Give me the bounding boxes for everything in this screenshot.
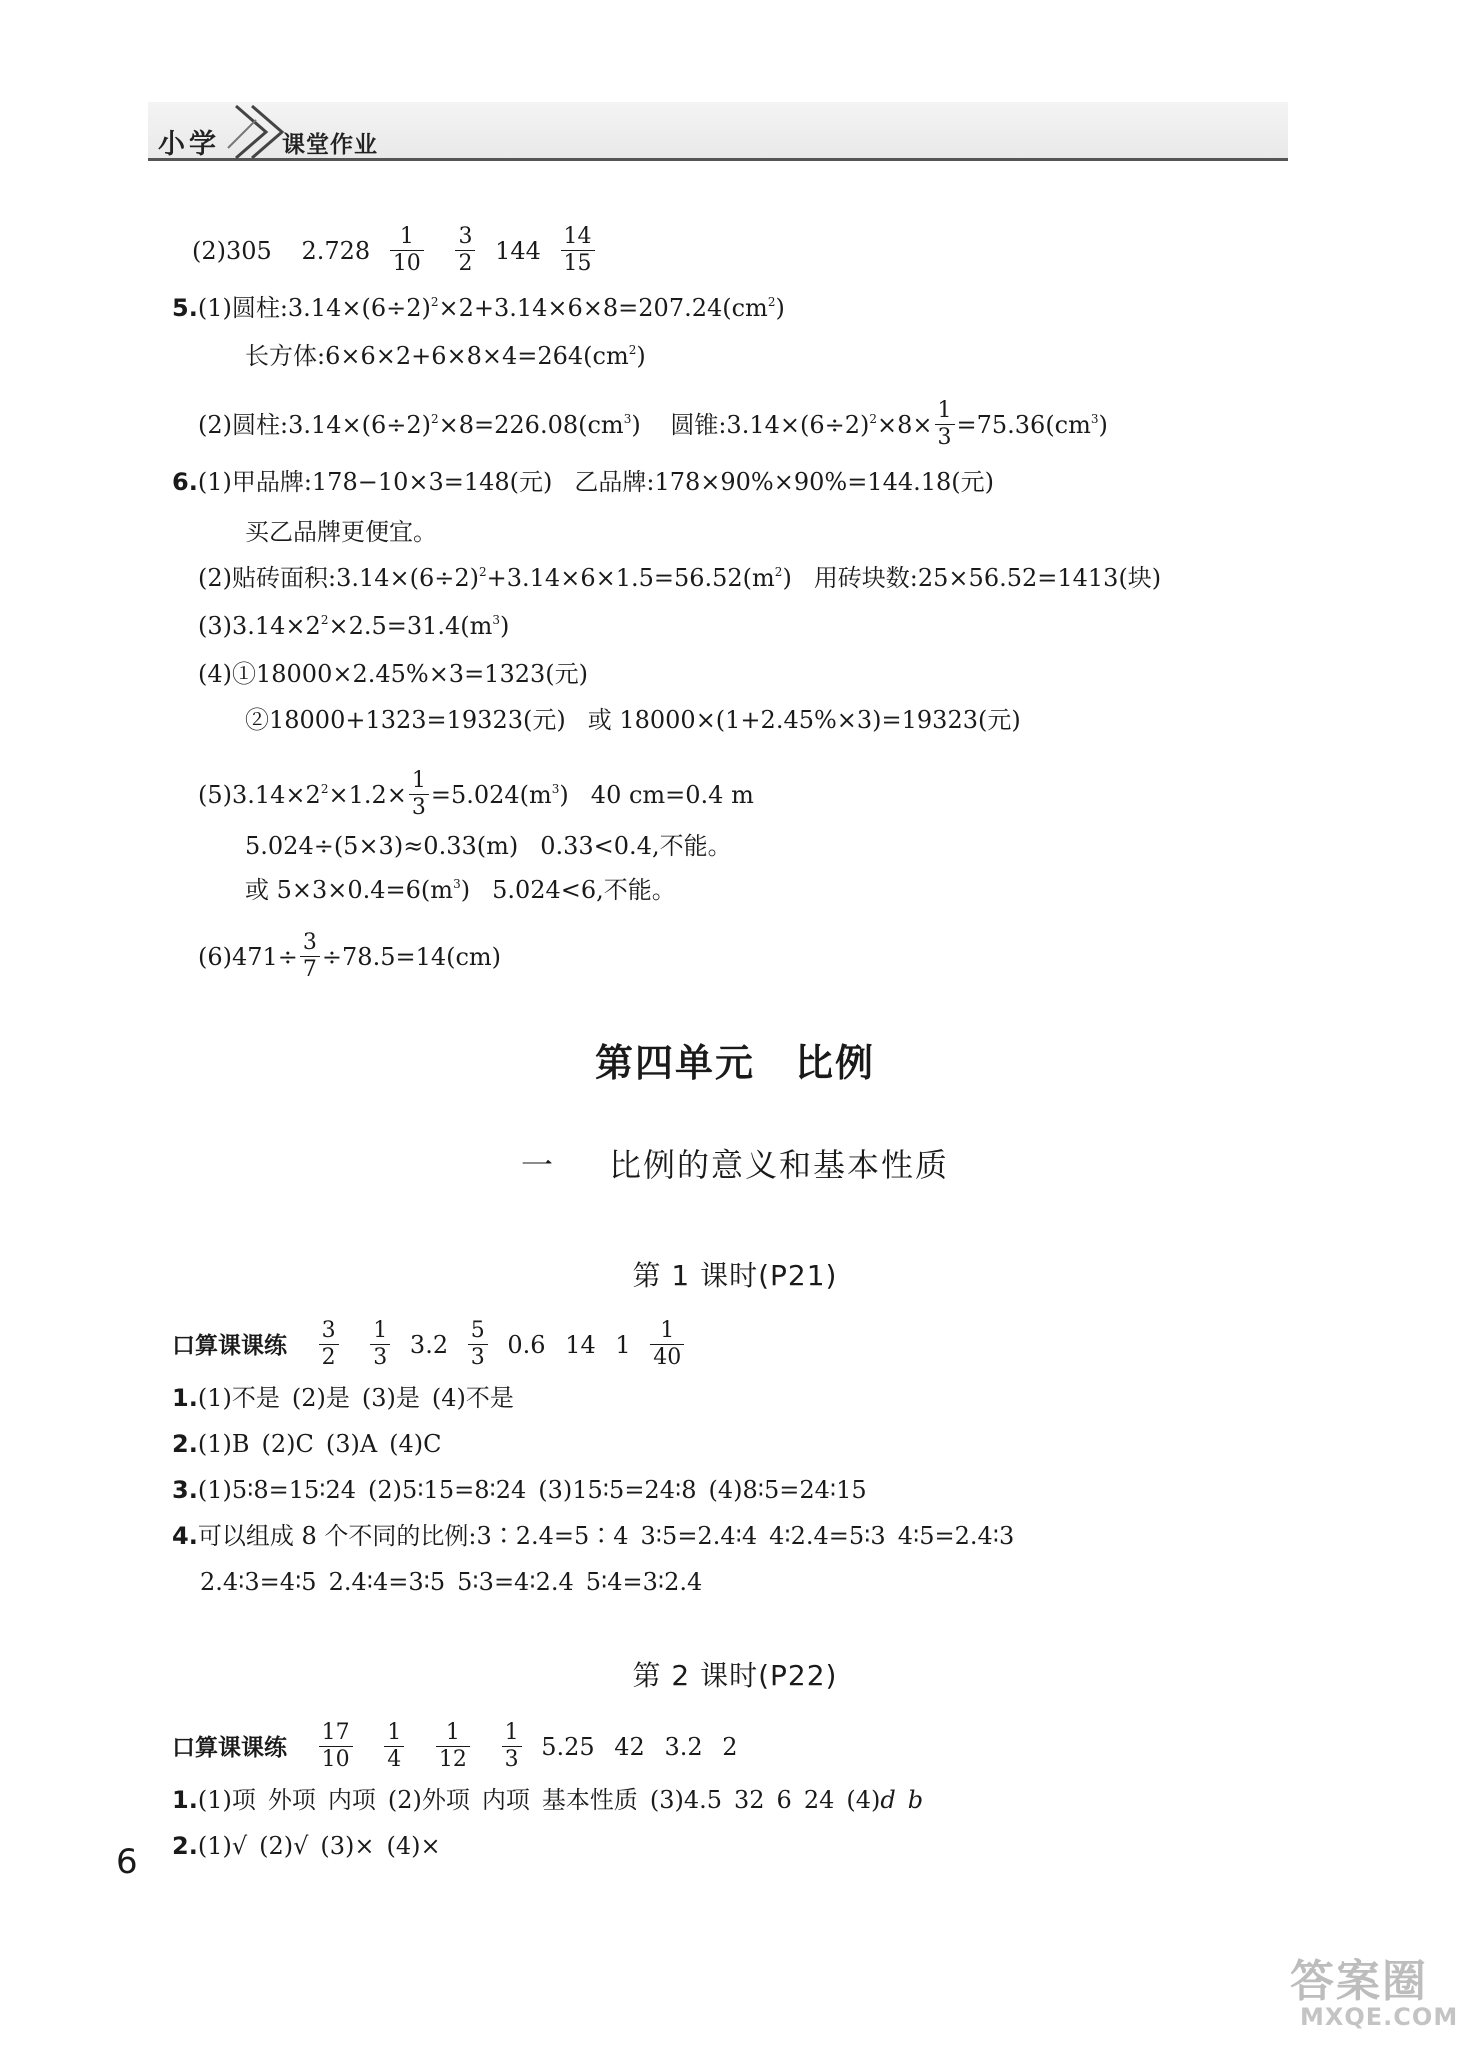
fraction: $\frac{1}{3}$ bbox=[935, 398, 955, 451]
kousuan-label: 口算课课练 bbox=[172, 1735, 287, 1761]
question-number: 3. bbox=[172, 1476, 198, 1504]
answer-line: (4)①18000×2.45%×3=1323(元) bbox=[198, 660, 588, 688]
header-title: 课堂作业 bbox=[282, 132, 378, 158]
answer-line: 2.(1)√ (2)√ (3)× (4)× bbox=[172, 1832, 441, 1860]
answer-line: 5.(1)圆柱$:3.14\times(6\div 2)^2\times 2+3.14\times 6\times 8=207.24(cm^2)$ bbox=[172, 294, 785, 322]
answer-text: 2.728 bbox=[301, 237, 371, 265]
fraction: $\frac{1}{3}$ bbox=[409, 768, 429, 821]
page-number: 6 bbox=[116, 1842, 138, 1882]
answer-line: 2.(1)B (2)C (3)A (4)C bbox=[172, 1430, 442, 1458]
answer-line: $(3)3.14\times 2^2\times 2.5=31.4(m^3)$ bbox=[198, 612, 510, 640]
fraction: $\frac{3}{7}$ bbox=[300, 930, 320, 983]
kousuan-line: 口算课课练 $\frac{3}{2}$ $\frac{1}{3}$ 3.2 $\frac{5}{3}$ 0.6 14 1 $\frac{1}{40}$ bbox=[172, 1320, 696, 1373]
header-brand: 小学 bbox=[158, 129, 220, 160]
section-number: 一 bbox=[520, 1146, 555, 1184]
fraction: $\frac{1}{3}$ bbox=[502, 1720, 522, 1773]
question-number: 2. bbox=[172, 1430, 198, 1458]
question-number: 5. bbox=[172, 294, 198, 322]
fraction: $\frac{14}{15}$ bbox=[561, 224, 595, 277]
question-number: 2. bbox=[172, 1832, 198, 1860]
answer-line: 买乙品牌更便宜。 bbox=[245, 518, 437, 546]
kousuan-label: 口算课课练 bbox=[172, 1333, 287, 1359]
question-number: 4. bbox=[172, 1522, 198, 1550]
answer-text: 144 bbox=[495, 237, 541, 265]
answer-text: (2)305 bbox=[192, 237, 272, 265]
fraction: $\frac{1}{3}$ bbox=[370, 1318, 390, 1371]
fraction: $\frac{1}{12}$ bbox=[436, 1720, 470, 1773]
page-header bbox=[148, 96, 1288, 166]
section-title bbox=[0, 1140, 1470, 1186]
answer-line: (6)471÷ $\frac{3}{7}$ ÷78.5=14(cm) bbox=[198, 930, 502, 982]
fraction: $\frac{1}{4}$ bbox=[384, 1720, 404, 1773]
lesson-title: 第 1 课时(P21) bbox=[632, 1259, 838, 1292]
answer-line: 3.(1)5∶8=15∶24 (2)5∶15=8∶24 (3)15∶5=24∶8 (4)8∶5=24∶15 bbox=[172, 1476, 867, 1504]
fraction: $\frac{3}{2}$ bbox=[455, 224, 475, 277]
lesson-title: 第 2 课时(P22) bbox=[632, 1659, 838, 1692]
answer-line: 5.024÷(5×3)≈0.33(m) 0.33<0.4,不能。 bbox=[245, 832, 732, 860]
answer-line bbox=[192, 226, 607, 279]
answer-line: 或 $5\times 3\times 0.4=6(m^3)$ 5.024<6,不能。 bbox=[245, 876, 676, 904]
answer-line: 长方体$:6\times 6\times 2+6\times 8\times 4=264(cm^2)$ bbox=[245, 342, 646, 370]
answer-line: 4.可以组成 8 个不同的比例:3∶2.4=5∶4 3∶5=2.4∶4 4∶2.4=5∶3 4∶5=2.4∶3 bbox=[172, 1522, 1015, 1550]
question-number: 6. bbox=[172, 468, 198, 496]
fraction: $\frac{1}{40}$ bbox=[650, 1318, 684, 1371]
answer-line: 1.(1)不是 (2)是 (3)是 (4)不是 bbox=[172, 1384, 514, 1412]
fraction: $\frac{5}{3}$ bbox=[468, 1318, 488, 1371]
answer-line: ②18000+1323=19323(元) 或 18000×(1+2.45%×3)=19323(元) bbox=[245, 706, 1021, 734]
question-number: 1. bbox=[172, 1786, 198, 1814]
answer-line: $(5)3.14\times 2^2\times 1.2\times$ $\frac{1}{3}$ $=5.024(m^3)$ 40 cm=0.4 m bbox=[198, 768, 754, 820]
answer-line: 1.(1)项 外项 内项 (2)外项 内项 基本性质 (3)4.5 32 6 24 (4)d b bbox=[172, 1786, 924, 1814]
fraction: $\frac{3}{2}$ bbox=[319, 1318, 339, 1371]
watermark-logo bbox=[1290, 1945, 1460, 2040]
answer-line: (2)贴砖面积$:3.14\times(6\div 2)^2+3.14\times 6\times 1.5=56.52(m^2)$ 用砖块数:25×56.52=1413(块) bbox=[198, 564, 1162, 592]
answer-line: (2)圆柱$:3.14\times(6\div 2)^2\times 8=226.08(cm^3)$ 圆锥$:3.14\times(6\div 2)^2\times 8\times$ $\frac{1}{3}$ $=75.36(cm^3)$ bbox=[198, 398, 1108, 450]
fraction: $\frac{1}{10}$ bbox=[390, 224, 424, 277]
unit-title: 第四单元 比例 bbox=[594, 1041, 875, 1085]
watermark-text: 答案圈 bbox=[1290, 1956, 1428, 2007]
kousuan-line: 口算课课练 $\frac{17}{10}$ $\frac{1}{4}$ $\frac{1}{12}$ $\frac{1}{3}$ 5.25 42 3.2 2 bbox=[172, 1720, 738, 1772]
question-number: 1. bbox=[172, 1384, 198, 1412]
section-name: 比例的意义和基本性质 bbox=[609, 1146, 950, 1184]
answer-line: 2.4∶3=4∶5 2.4∶4=3∶5 5∶3=4∶2.4 5∶4=3∶2.4 bbox=[200, 1568, 703, 1596]
answer-line: 6.(1)甲品牌:178−10×3=148(元) 乙品牌:178×90%×90%=144.18(元) bbox=[172, 468, 995, 496]
fraction: $\frac{17}{10}$ bbox=[319, 1720, 353, 1773]
watermark-url: MXQE.COM bbox=[1300, 2003, 1459, 2031]
